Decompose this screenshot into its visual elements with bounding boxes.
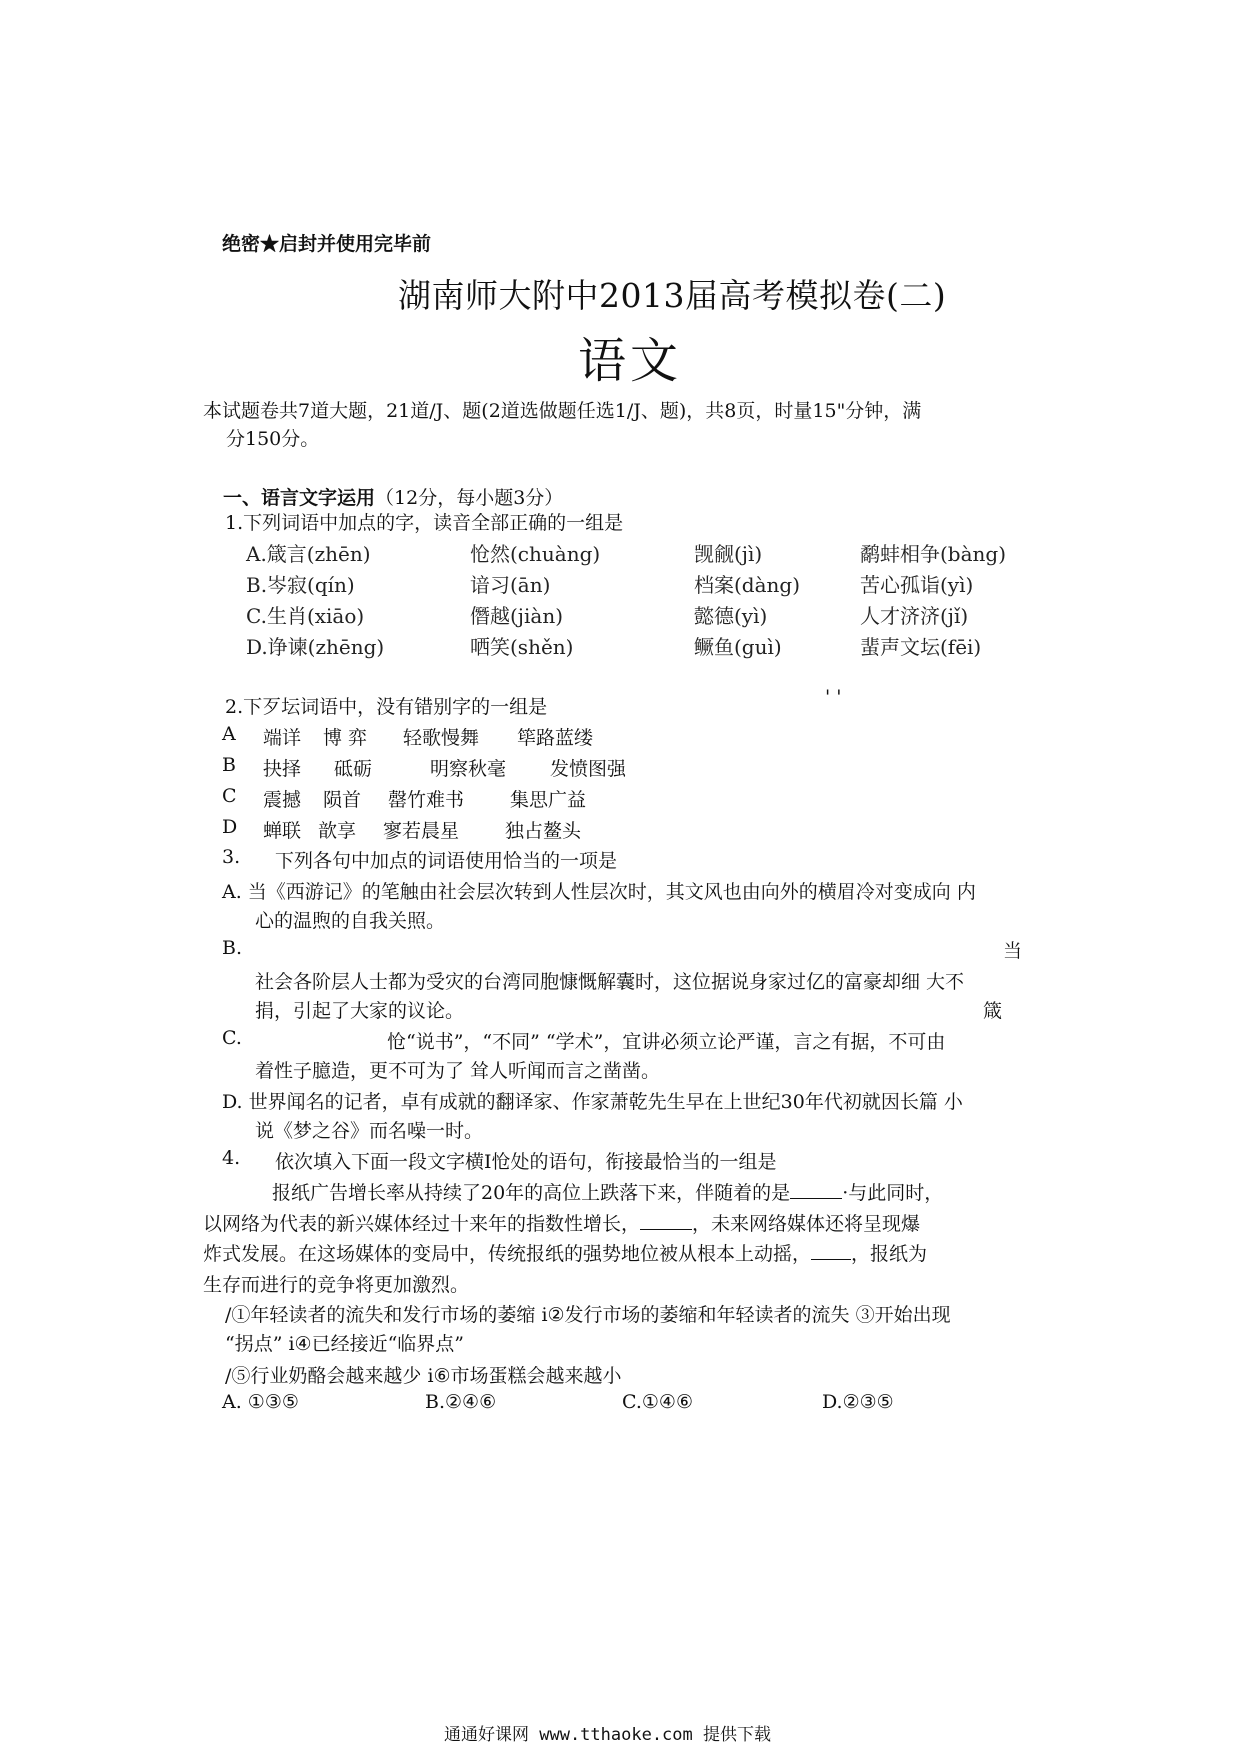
q2-d-4: 独占鳌头 [505,820,582,842]
q2-c-3: 罄竹难书 [388,789,465,811]
q2-b-1: 抉择 [263,758,302,780]
q1-d-2: 哂笑(shěn) [470,635,574,659]
q4-choice-line2: “拐点” i④已经接近“临界点” [225,1333,465,1355]
q1-c-1: C.生肖(xiāo) [246,604,365,628]
q4-passage-line4: 生存而进行的竞争将更加激烈。 [203,1274,470,1296]
q4-answer-a: A. ①③⑤ [222,1391,299,1413]
q2-stem: 2.下歹坛词语中，没有错别字的一组是 [225,696,548,718]
q2-a-2: 博 弈 [323,727,368,749]
q3-option-b-label: B. [222,937,243,959]
q3-option-a-line2: 心的温煦的自我关照。 [255,910,446,932]
q1-b-2: 谙习(ān) [470,573,551,597]
q4-passage-line2 [203,1209,920,1236]
q1-d-4: 蜚声文坛(fēi) [860,635,982,659]
q1-c-2: 僭越(jiàn) [470,604,564,628]
q4-passage-line3-tail: ，报纸为 [851,1243,928,1265]
q3-option-b-right: 当 [1003,940,1023,962]
q2-a-1: 端详 [263,727,302,749]
q2-a-3: 轻歌慢舞 [403,727,480,749]
q4-choice-line1: /①年轻读者的流失和发行市场的萎缩 i②发行市场的萎缩和年轻读者的流失 ③开始出现 [225,1304,951,1326]
q4-answer-b: B.②④⑥ [425,1391,497,1413]
q1-a-4: 鹬蚌相争(bàng) [860,542,1007,566]
q3-option-d-line1: D. 世界闻名的记者，卓有成就的翻译家、作家萧乾先生早在上世纪30年代初就因长篇 小 [222,1091,963,1113]
q2-c-label: C [222,785,237,807]
q3-option-a-line1: A. 当《西游记》的笔触由社会层次转到人性层次时，其文风也由向外的横眉冷对变成向 内 [222,881,976,903]
q2-b-label: B [222,754,236,776]
q2-mark: ' ' [825,686,842,708]
confidential-notice: 绝密★启封并使用完毕前 [222,233,432,255]
q4-answer-c: C.①④⑥ [622,1391,693,1413]
blank-1 [790,1182,842,1199]
q4-answer-d: D.②③⑤ [822,1391,894,1413]
q1-d-3: 鳜鱼(guì) [694,635,782,659]
section-title: 一、语言文字运用 [223,487,376,509]
q4-number: 4. [222,1147,241,1169]
q1-c-3: 懿德(yì) [694,604,768,628]
q1-c-4: 人才济济(jǐ) [860,604,969,628]
subject-title: 语文 [578,333,683,389]
q1-d-1: D.诤谏(zhēng) [246,635,385,659]
q2-c-1: 震撼 [263,789,302,811]
q3-option-d-line2: 说《梦之谷》而名噪一时。 [255,1120,484,1142]
q2-d-3: 寥若晨星 [383,820,460,842]
exam-title: 湖南师大附中2013届高考模拟卷(二) [398,276,947,315]
intro-line-2: 分150分。 [226,428,320,450]
q1-a-1: A.箴言(zhēn) [246,542,371,566]
q4-passage-line3 [203,1239,927,1266]
q1-b-1: B.岑寂(qín) [246,573,355,597]
q1-stem: 1.下列词语中加点的字，读音全部正确的一组是 [225,512,624,534]
q4-passage-line1-text: 报纸广告增长率从持续了20年的高位上跌落下来，伴随着的是 [272,1182,791,1204]
q2-a-4: 筚路蓝缕 [517,727,594,749]
section-score: （12分，每小题3分） [375,487,564,509]
q4-passage-line1-tail: ·与此同时， [842,1182,944,1204]
q2-d-1: 蝉联 [263,820,302,842]
q2-a-label: A [222,723,236,745]
section-heading [223,483,563,510]
q2-b-3: 明察秋毫 [430,758,507,780]
q1-b-3: 档案(dàng) [694,573,801,597]
q2-c-4: 集思广益 [510,789,587,811]
q1-b-4: 苦心孤诣(yì) [860,573,974,597]
q2-b-4: 发愤图强 [550,758,627,780]
q4-passage-line2-tail: ，未来网络媒体还将呈现爆 [692,1213,921,1235]
blank-3 [811,1243,851,1260]
q2-c-2: 陨首 [323,789,362,811]
q4-choice-line3: /⑤行业奶酪会越来越少 i⑥市场蛋糕会越来越小 [225,1365,622,1387]
q3-option-c-line2: 着性子臆造，更不可为了 耸人听闻而言之凿凿。 [255,1060,661,1082]
q1-a-2: 怆然(chuàng) [470,542,601,566]
q1-a-3: 觊觎(jì) [694,542,763,566]
q3-stem: 下列各句中加点的词语使用恰当的一项是 [275,850,618,872]
q3-option-b-line2: 捐，引起了大家的议论。 [255,1000,465,1022]
intro-line-1: 本试题卷共7道大题，21道/J、题(2道选做题任选1/J、题)，共8页，时量15"分钟，满 [203,400,922,422]
q3-option-c-line1: 怆“说书”，“不同” “学术”，宜讲必须立论严谨，言之有据，不可由 [387,1031,946,1053]
q2-d-2: 歆享 [318,820,357,842]
q4-stem: 依次填入下面一段文字横I怆处的语句，衔接最恰当的一组是 [275,1151,777,1173]
q3-option-b-line1: 社会各阶层人士都为受灾的台湾同胞慷慨解囊时，这位据说身家过亿的富豪却细 大不 [255,971,965,993]
q3-number: 3. [222,846,241,868]
q4-passage-line2-text: 以网络为代表的新兴媒体经过十来年的指数性增长， [203,1213,641,1235]
q3-option-b-side: 箴 [983,1000,1003,1022]
q4-passage-line3-text: 炸式发展。在这场媒体的变局中，传统报纸的强势地位被从根本上动摇， [203,1243,812,1265]
q2-b-2: 砥砺 [334,758,373,780]
blank-2 [640,1213,692,1230]
footer-download-note: 通通好课网 www.tthaoke.com 提供下载 [444,1725,771,1745]
q2-d-label: D [222,816,238,838]
q4-passage-line1 [272,1178,943,1205]
q3-option-c-label: C. [222,1027,242,1049]
